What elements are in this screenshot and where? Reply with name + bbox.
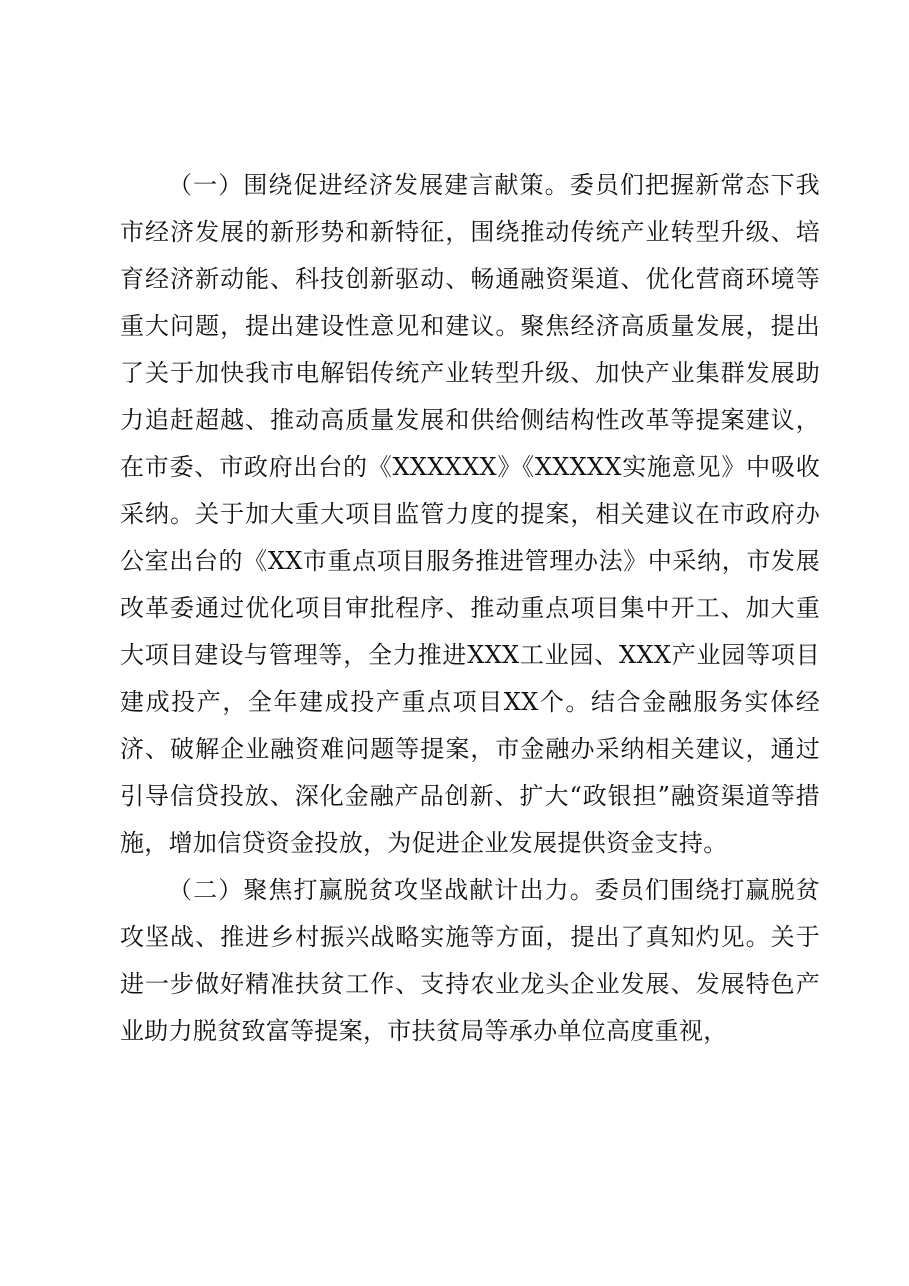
document-body xyxy=(120,162,820,1055)
paragraph-poverty-alleviation: （二）聚焦打赢脱贫攻坚战献计出力。委员们围绕打赢脱贫攻坚战、推进乡村振兴战略实施等方面，提出了真知灼见。关于进一步做好精准扶贫工作、支持农业龙头企业发展、发展特色产业助力脱贫致富等提案，市扶贫局等承办单位高度重视， xyxy=(120,876,820,1045)
paragraph-economic-development: （一）围绕促进经济发展建言献策。委员们把握新常态下我市经济发展的新形势和新特征，围绕推动传统产业转型升级、培育经济新动能、科技创新驱动、畅通融资渠道、优化营商环境等重大问题，提出建设性意见和建议。聚焦经济高质量发展，提出了关于加快我市电解铝传统产业转型升级、加快产业集群发展助力追赶超越、推动高质量发展和供给侧结构性改革等提案建议，在市委、市政府出台的《XXXXXX》《XXXXX实施意见》中吸收采纳。关于加大重大项目监管力度的提案，相关建议在市政府办公室出台的《XX市重点项目服务推进管理办法》中采纳，市发展改革委通过优化项目审批程序、推动重点项目集中开工、加大重大项目建设与管理等，全力推进XXX工业园、XXX产业园等项目建成投产，全年建成投产重点项目XX个。结合金融服务实体经济、破解企业融资难问题等提案，市金融办采纳相关建议，通过引导信贷投放、深化金融产品创新、扩大“政银担”融资渠道等措施，增加信贷资金投放，为促进企业发展提供资金支持。 xyxy=(120,171,820,857)
